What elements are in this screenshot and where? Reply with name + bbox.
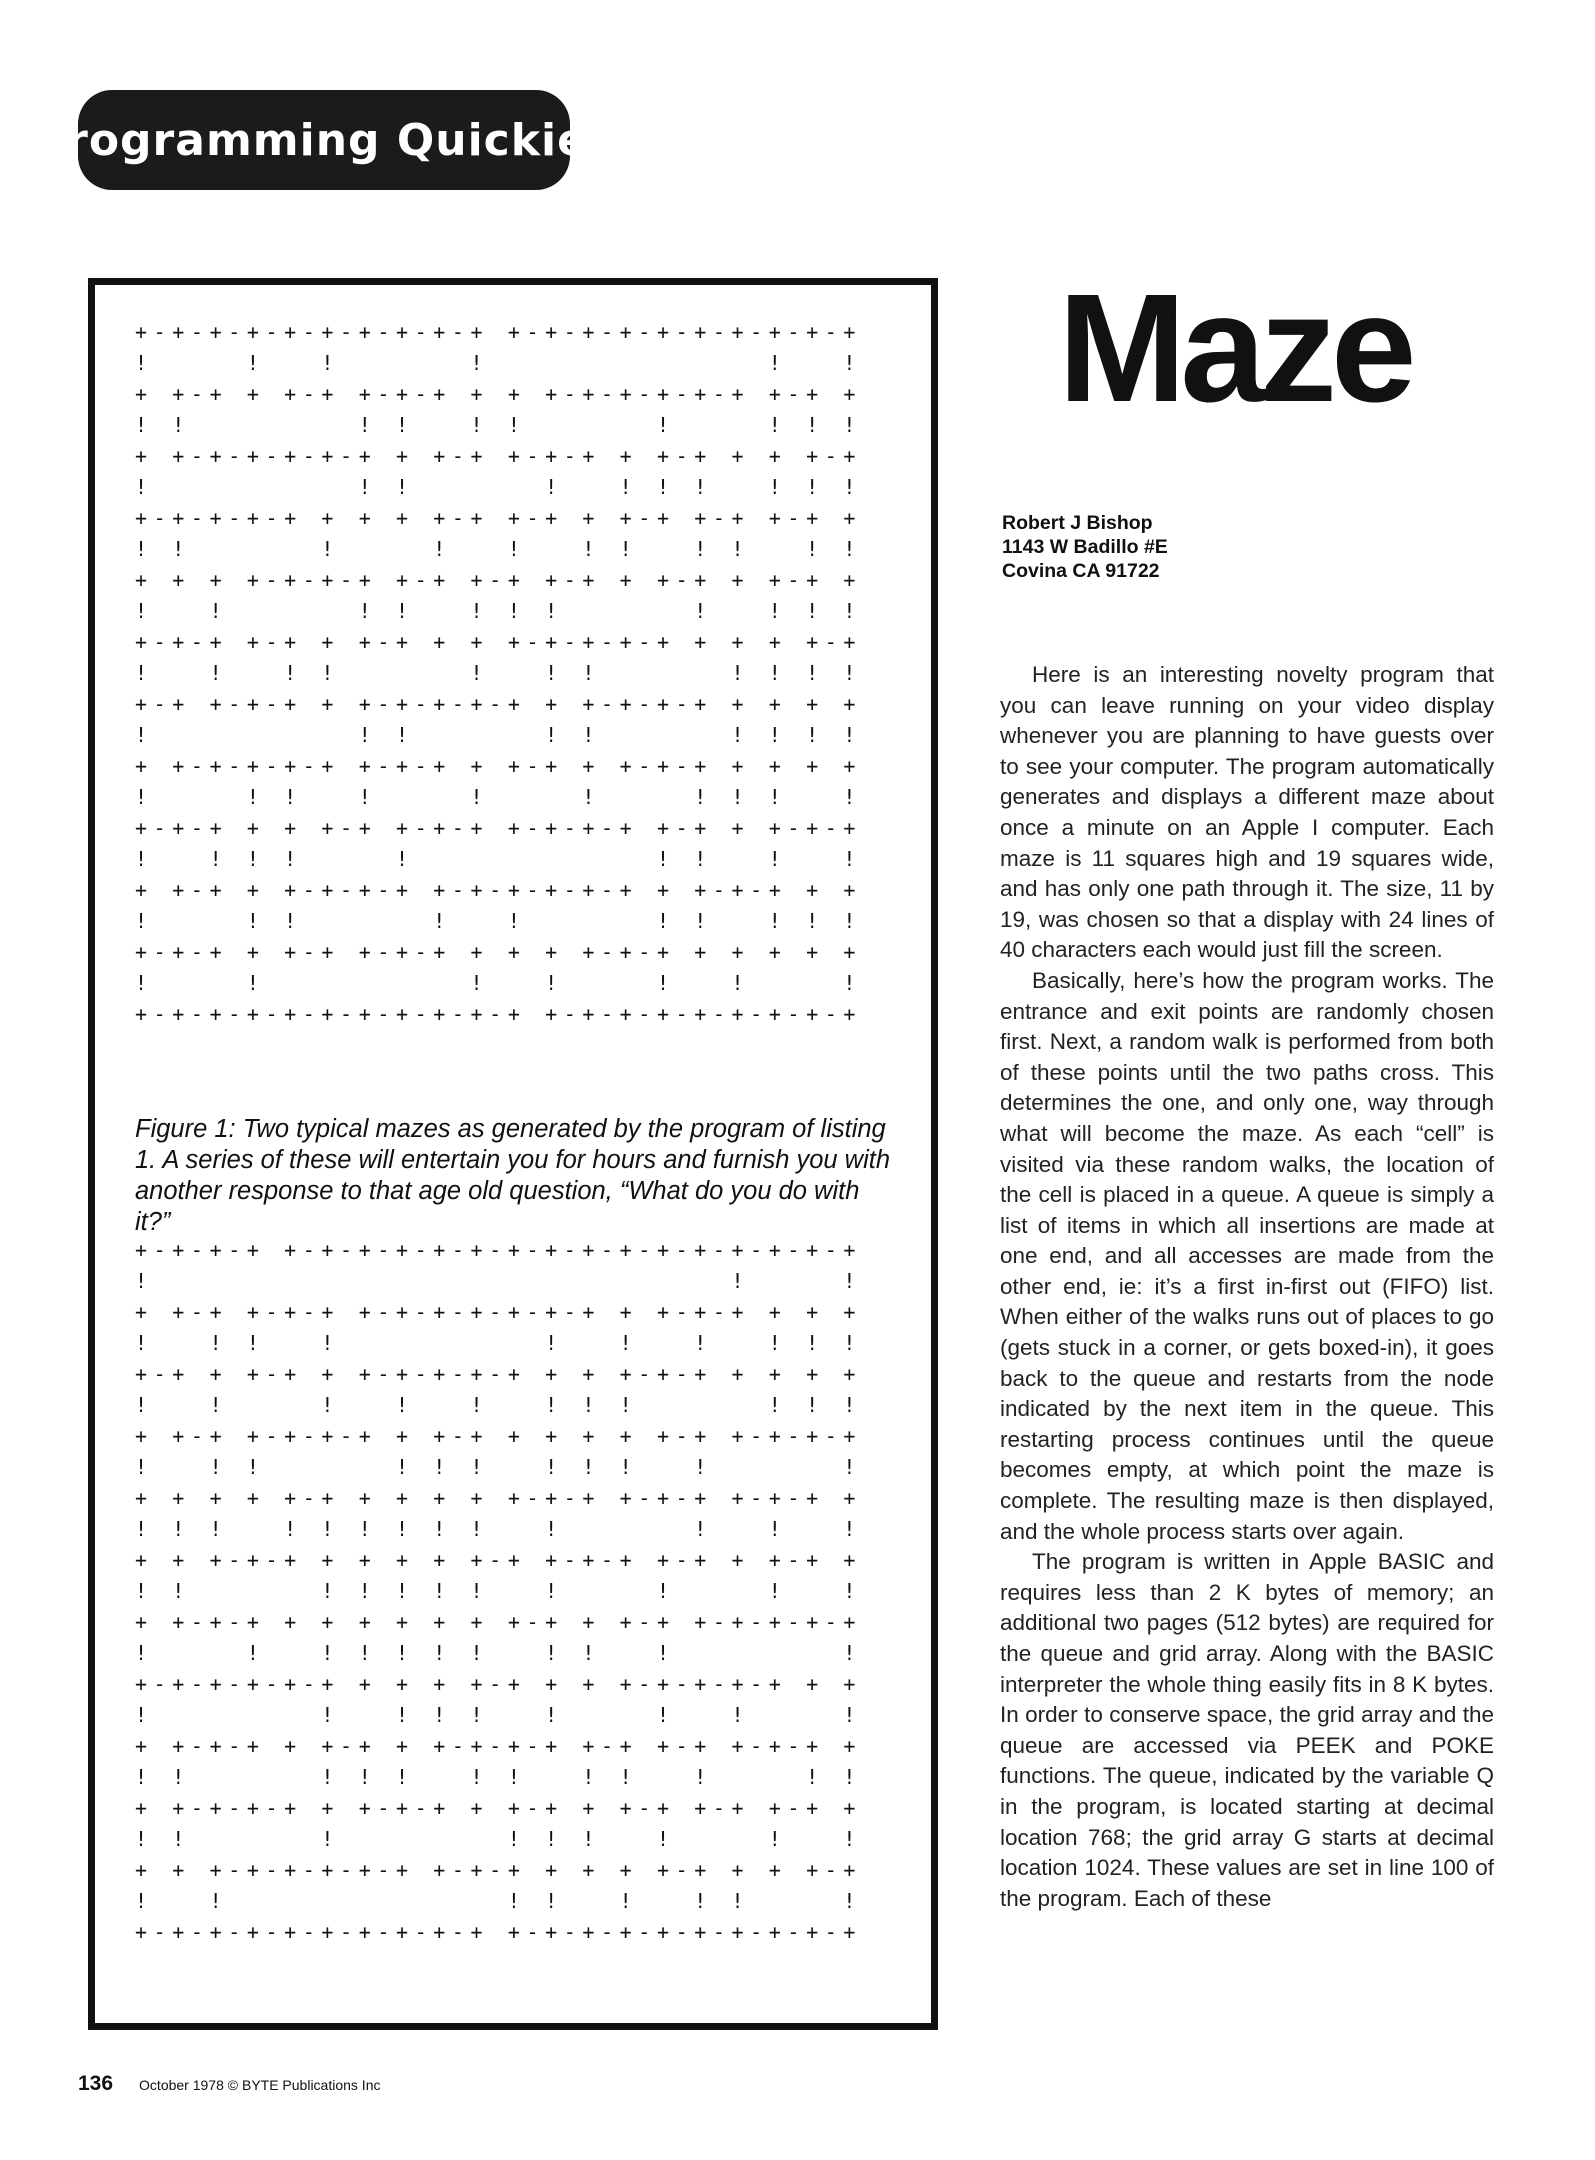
maze-row: ! ! ! ! ! ! ! ! !: [135, 723, 862, 747]
maze-row: +-+ +-+-+ + +-+-+-+-+ + +-+-+-+ + + + +: [135, 692, 862, 716]
maze-row: ! ! ! ! ! ! ! ! ! !: [135, 475, 862, 499]
maze-1: [135, 317, 862, 1030]
maze-row: + + +-+-+-+-+-+ +-+-+ + + + +-+ + + +-+: [135, 1858, 862, 1882]
maze-row: ! ! ! ! ! ! ! ! ! ! !: [135, 1579, 862, 1603]
maze-row: ! ! ! ! ! ! ! ! ! ! !: [135, 1641, 862, 1665]
maze-row: ! ! !: [135, 1269, 862, 1293]
maze-row: ! ! ! ! ! ! ! ! ! !: [135, 413, 862, 437]
maze-row: ! ! ! ! ! ! ! ! !: [135, 1703, 862, 1727]
section-tab: [32, 90, 616, 190]
author-name: Robert J Bishop: [1002, 512, 1153, 534]
maze-row: ! ! ! ! ! ! ! ! !: [135, 847, 862, 871]
maze-row: +-+-+ +-+ + +-+ + + +-+-+-+-+ + + + +-+: [135, 630, 862, 654]
maze-row: ! ! ! ! ! ! !: [135, 971, 862, 995]
maze-row: +-+-+-+-+-+-+-+-+-+ +-+-+-+-+-+-+-+-+-+: [135, 1920, 862, 1944]
footer-credit: October 1978 © BYTE Publications Inc: [139, 2077, 381, 2093]
maze-row: +-+-+-+-+ + + + +-+ +-+ + +-+ +-+ +-+ +: [135, 506, 862, 530]
body-paragraph: The program is written in Apple BASIC and requires less than 2 K bytes of memory; an additional two pages (512 bytes) are required for the queue and grid array. Along with the BASIC interpreter the whole thing easily fits in 8 K bytes. In order to conserve space, the grid array and the queue are accessed via PEEK and POKE functions. The queue, indicated by the variable Q in the program, is located starting at decimal location 768; the grid array G starts at decimal location 1024. These values are set in line 100 of the program. Each of these: [1000, 1549, 1494, 1911]
maze-row: ! ! ! ! ! ! ! ! ! ! !: [135, 1455, 862, 1479]
maze-row: ! ! ! ! ! ! ! ! ! ! !: [135, 1393, 862, 1417]
article-body: [1000, 660, 1494, 1914]
maze-row: + +-+ +-+-+-+ + +-+ + + + + +-+ +-+-+-+: [135, 1424, 862, 1448]
maze-row: ! ! ! ! ! !: [135, 351, 862, 375]
maze-row: +-+-+-+-+-+-+-+-+-+ +-+-+-+-+-+-+-+-+-+: [135, 320, 862, 344]
author-address-line-2: Covina CA 91722: [1002, 560, 1160, 582]
section-label: Programming Quickies: [32, 114, 616, 166]
author-address-line-1: 1143 W Badillo #E: [1002, 536, 1168, 558]
maze-row: ! ! ! ! ! ! ! ! ! ! !: [135, 599, 862, 623]
maze-row: + + +-+-+ + + + + +-+ +-+-+ +-+ + +-+ +: [135, 1548, 862, 1572]
maze-row: ! ! ! ! ! ! ! ! ! ! !: [135, 661, 862, 685]
article-title: Maze: [1058, 262, 1411, 434]
maze-row: + + + +-+-+-+ +-+ +-+ +-+ + +-+ + +-+ +: [135, 568, 862, 592]
figure-caption: Figure 1: Two typical mazes as generated by the program of listing 1. A series of these will entertain you for hours and furnish you with another response to that age old question, “What do you do with it?”: [135, 1115, 891, 1236]
author-block: [1002, 511, 1168, 583]
maze-row: + + + + +-+ + + + + +-+-+ +-+-+ +-+-+ +: [135, 1486, 862, 1510]
maze-row: + +-+ +-+-+ +-+-+-+-+-+-+ + +-+-+ + + +: [135, 1300, 862, 1324]
maze-row: ! ! ! ! ! ! ! !: [135, 1889, 862, 1913]
body-paragraph: Basically, here’s how the program works. The entrance and exit points are randomly chosen first. Next, a random walk is performed from both of these points until the two paths cross. This determines the one, and only one, way through what will become the maze. As each “cell” is visited via these random walks, the location of the cell is placed in a queue. A queue is simply a list of items in which all insertions are made at one end, and all accesses are made from the other end, ie: it’s a first in-first out (FIFO) list. When either of the walks runs out of places to go (gets stuck in a corner, or gets boxed-in), it goes back to the queue and restarts from the node indicated by the next item in the queue. This restarting process continues until the queue becomes empty, at which point the maze is complete. The resulting maze is then displayed, and the whole process starts over again.: [1000, 967, 1494, 1544]
maze-row: +-+-+-+-+-+ + + + +-+ + + +-+-+-+-+ + +: [135, 1672, 862, 1696]
maze-row: ! ! ! ! ! ! ! ! !: [135, 1827, 862, 1851]
maze-row: ! ! ! ! ! ! ! ! ! ! ! ! !: [135, 1517, 862, 1541]
maze-row: + +-+ + +-+-+-+ +-+-+-+-+-+ + +-+-+ + +: [135, 878, 862, 902]
maze-row: +-+ + +-+ + +-+-+-+-+ + + +-+-+ + + + +: [135, 1362, 862, 1386]
page-number: 136: [78, 2072, 114, 2095]
body-paragraph: Here is an interesting novelty program that you can leave running on your video display whenever you are planning to have guests over to see your computer. The program automatically generates and displays a different maze about once a minute on an Apple I computer. Each maze is 11 squares high and 19 squares wide, and has only one path through it. The size, 11 by 19, was chosen so that a display with 24 lines of 40 characters each would just fill the screen.: [1000, 662, 1494, 963]
maze-row: +-+-+ + + +-+ +-+-+ +-+-+-+ +-+ + +-+-+: [135, 816, 862, 840]
maze-row: +-+-+ + +-+ +-+-+ + + + +-+-+ + + + + +: [135, 940, 862, 964]
maze-row: + +-+-+-+ + +-+-+ + +-+ + +-+ +-+ +-+ +: [135, 1796, 862, 1820]
maze-2: [135, 1235, 862, 1948]
maze-row: ! ! ! ! ! ! ! ! ! !: [135, 1331, 862, 1355]
maze-row: ! ! ! ! ! ! ! ! ! !: [135, 785, 862, 809]
maze-row: + +-+ + +-+ +-+-+ + + +-+-+-+-+-+ +-+ +: [135, 382, 862, 406]
maze-row: + +-+-+ + + + + + + +-+ + +-+ +-+-+-+-+: [135, 1610, 862, 1634]
maze-row: + +-+-+ + +-+ + +-+-+-+ +-+ +-+ +-+-+ +: [135, 1734, 862, 1758]
page-footer: [78, 2072, 381, 2096]
maze-row: ! ! ! ! ! ! ! ! ! ! ! !: [135, 1765, 862, 1789]
maze-row: + +-+-+-+-+-+ + +-+ +-+-+ + +-+ + + +-+: [135, 444, 862, 468]
maze-row: ! ! ! ! ! ! ! ! ! !: [135, 909, 862, 933]
maze-row: ! ! ! ! ! ! ! ! ! ! !: [135, 537, 862, 561]
maze-row: +-+-+-+-+-+-+-+-+-+-+ +-+-+-+-+-+-+-+-+: [135, 1002, 862, 1026]
maze-row: + +-+-+-+-+ +-+-+ + +-+ + +-+-+ + + + +: [135, 754, 862, 778]
maze-row: +-+-+-+ +-+-+-+-+-+-+-+-+-+-+-+-+-+-+-+: [135, 1238, 862, 1262]
figure-box: [88, 278, 938, 2030]
